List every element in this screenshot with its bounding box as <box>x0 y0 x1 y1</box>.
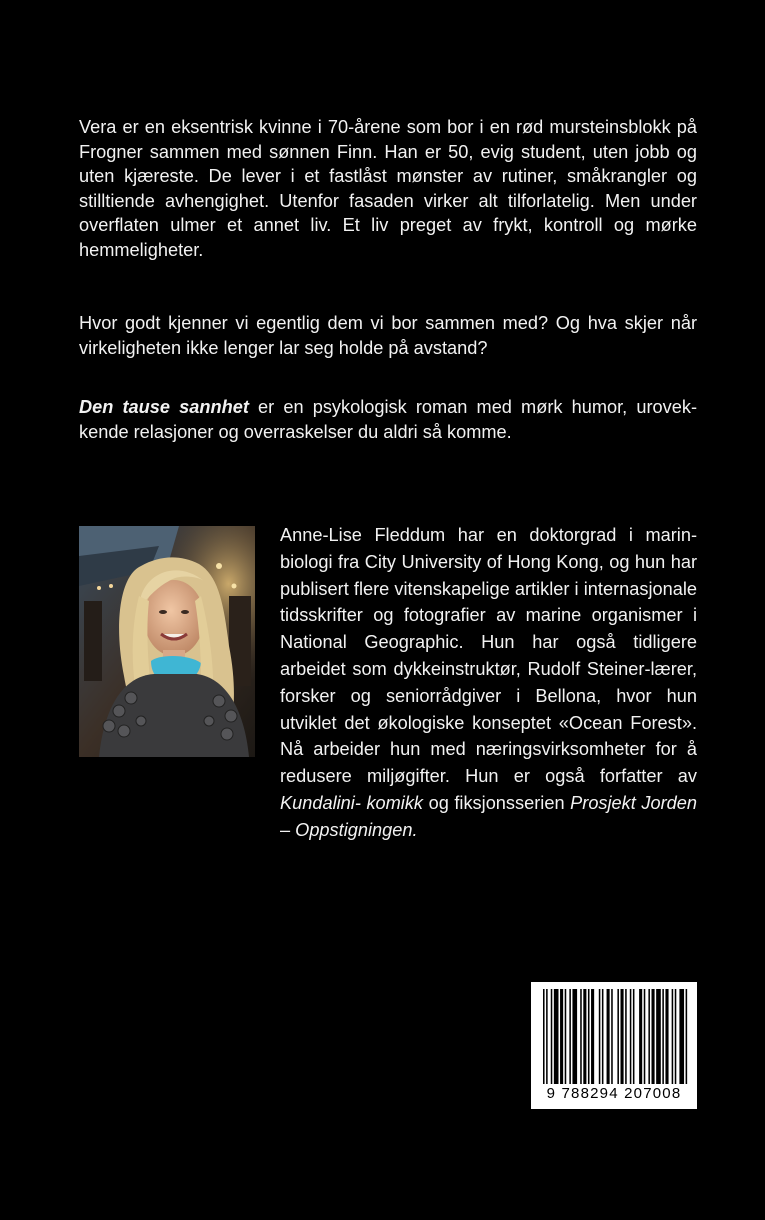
barcode-bar <box>665 989 668 1084</box>
author-bio-dash: – <box>280 819 296 840</box>
barcode-bar <box>625 989 627 1084</box>
barcode-bar <box>546 989 548 1084</box>
blurb-paragraph-3-text: er en psykologisk roman med mørk humor, urovekkende relasjoner og overraskelser du aldri så komme. <box>79 397 697 442</box>
barcode-bar <box>543 989 545 1084</box>
barcode-bar <box>611 989 613 1084</box>
barcode-bar <box>599 989 601 1084</box>
barcode-bar <box>560 989 563 1084</box>
barcode-bar <box>565 989 567 1084</box>
barcode-bar <box>686 989 688 1084</box>
blurb-paragraph-2: Hvor godt kjenner vi egentlig dem vi bor sammen med? Og hva skjer når virkeligheten ikke lenger lar seg holde på avstand? <box>79 313 697 358</box>
barcode-bar <box>633 989 635 1084</box>
author-bio-text: Anne-Lise Fleddum har en doktorgrad i marinbiologi fra City University of Hong Kong, og hun har publisert flere vitenskapelige artikler i internasjonale tidsskrifter og fotografier av marine organismer i National Geographic. Hun har også tidligere arbeidet som dykkeinstruktør, Rudolf Steiner-lærer, forsker og seniorrådgiver i Bellona, hvor hun utviklet det økologiske konseptet «Ocean Forest». Nå arbeider hun med næringsvirksomheter for å redusere miljøgifter. Hun er også forfatter av <box>280 525 697 787</box>
author-photo <box>79 526 255 757</box>
blurb-paragraph-3 <box>79 395 697 444</box>
barcode-bar <box>672 989 674 1084</box>
author-bio <box>280 522 697 844</box>
barcode-bar <box>583 989 586 1084</box>
barcode-bar <box>551 989 553 1084</box>
barcode-bar <box>675 989 677 1084</box>
isbn-digits: 9 788294 207008 <box>546 1085 682 1102</box>
author-bio-text-2: og fiksjonsserien <box>423 792 571 813</box>
barcode-bar <box>607 989 610 1084</box>
barcode-bar <box>602 989 604 1084</box>
barcode-bar <box>617 989 619 1084</box>
author-book-title-2: Oppstigningen. <box>295 819 418 840</box>
barcode-bar <box>639 989 642 1084</box>
author-series-title: Prosjekt Jorden <box>570 792 697 813</box>
blurb-paragraph-1: Vera er en eksentrisk kvinne i 70-årene som bor i en rød mursteinsblokk på Frogner sammen med sønnen Finn. Han er 50, evig student, uten jobb og uten kjæreste. De lever i et fastlåst mønster av rutiner, småkrangler og stilltiende avhengighet. Utenfor fasaden virker alt tilforlatelig. Men under overflaten ulmer et annet liv. Et liv preget av frykt, kontroll og mørke hemmeligheter. <box>79 117 697 260</box>
barcode-bar <box>580 989 582 1084</box>
book-title: Den tause sannhet <box>79 397 249 417</box>
barcode-bar <box>644 989 646 1084</box>
barcode-bar <box>554 989 559 1084</box>
barcode-bar <box>662 989 664 1084</box>
barcode-bar <box>569 989 571 1084</box>
barcode-bar <box>591 989 594 1084</box>
barcode-bar <box>648 989 650 1084</box>
barcode-bar <box>588 989 590 1084</box>
barcode-bar <box>652 989 655 1084</box>
barcode-bar <box>621 989 624 1084</box>
barcode-bar <box>572 989 577 1084</box>
author-book-title-1: Kundalini- komikk <box>280 792 424 813</box>
barcode-bar <box>679 989 684 1084</box>
isbn-barcode <box>531 982 697 1109</box>
barcode-bar <box>630 989 632 1084</box>
barcode-bar <box>656 989 661 1084</box>
